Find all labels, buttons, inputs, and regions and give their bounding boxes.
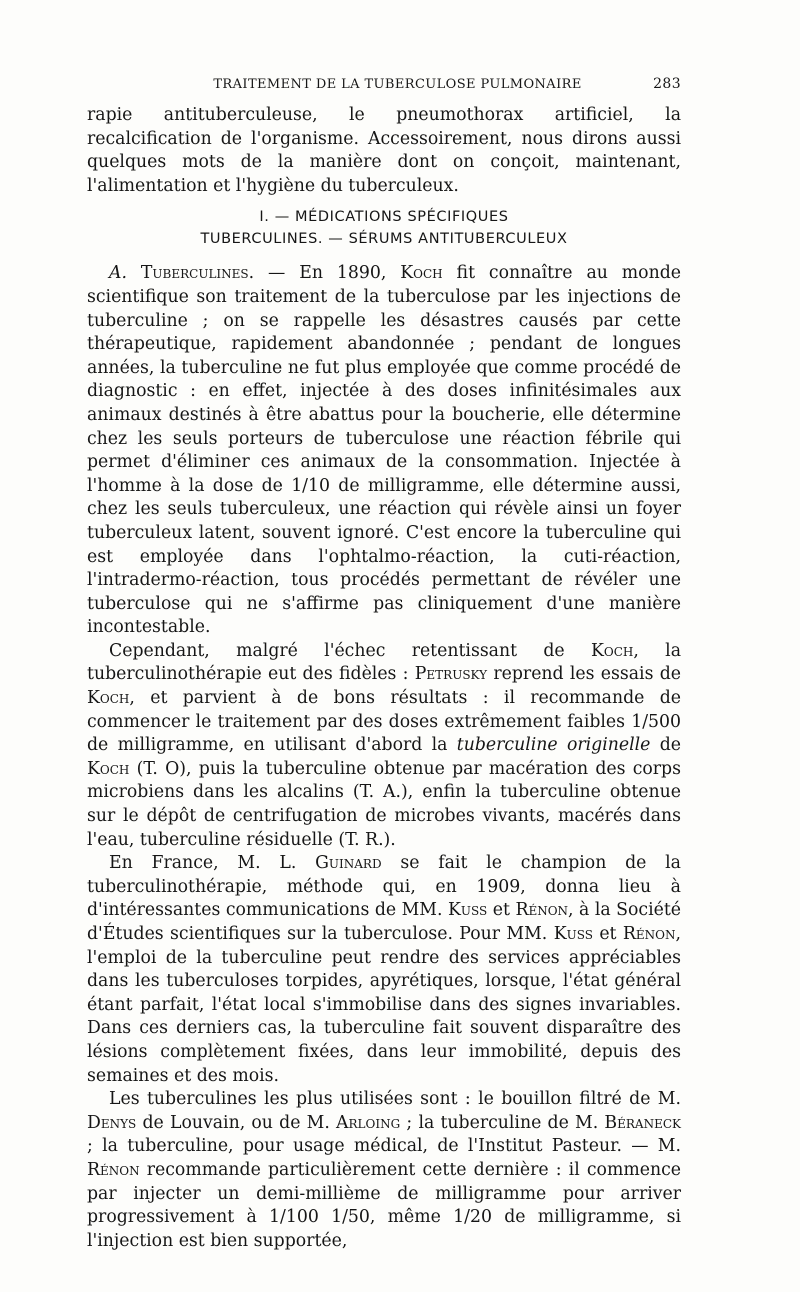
para-a-text-2: fit connaître au monde scientifique son traitement de la tuberculose par les injections de tuberculine ; on se rappelle les désastres causés par cette thérapeutique, rapidement abandonnée ; pendant de longues années, la tuberculine ne fut plus employée que comme procédé de diagnostic : en effet, injectée à des doses infinitésimales aux animaux destinés à être abattus pour la boucherie, elle détermine chez les seuls porteurs de tuberculose une réaction fébrile qui permet d'éliminer ces animaux de la consommation. Injectée à l'homme à la dose de 1/10 de milligramme, elle détermine aussi, chez les seuls tuberculeux, une réaction qui révèle ainsi un foyer tuberculeux latent, souvent ignoré. C'est encore la tuberculine qui est employée dans l'ophtalmo-réaction, la cuti-réaction, l'intradermo-réaction, tous procédés permettant de révéler une tuberculose qui ne s'affirme pas cliniquement d'une manière incontestable. — [87, 263, 681, 638]
para-b-text-5: de — [650, 735, 681, 756]
author-renon: Rénon — [515, 900, 569, 921]
page-number: 283 — [653, 76, 681, 92]
author-kuss: Kuss — [448, 900, 488, 921]
author-beraneck: Béraneck — [604, 1112, 681, 1133]
running-head-title: TRAITEMENT DE LA TUBERCULOSE PULMONAIRE — [213, 77, 582, 92]
running-head — [87, 76, 681, 92]
para-c-text-5: et — [592, 924, 623, 944]
para-c-text-2: se fait le champion de la tuberculinothérapie, méthode qui, en 1909, donna lieu à d'intéressantes communications de MM. — [87, 853, 681, 921]
para-c-text-6: , l'emploi de la tuberculine peut rendre des services appréciables dans les tuberculoses torpides, apyrétiques, lorsque, l'état général étant parfait, l'état local s'immobilise dans des signes invariables. Dans ces derniers cas, la tuberculine fait souvent disparaître des lésions complètement fixées, dans leur immobilité, depuis des semaines et des mois. — [87, 924, 681, 1086]
author-renon: Rénon — [622, 924, 676, 944]
body-text — [87, 104, 681, 1253]
para-c-text-3: et — [487, 900, 516, 921]
italic-term: tuberculine originelle — [456, 735, 651, 756]
paragraph-tuberculines-used — [87, 1088, 681, 1253]
para-d-text-1: Les tuberculines les plus utilisées sont : le bouillon filtré de M. — [109, 1089, 681, 1110]
intro-text: rapie antituberculeuse, le pneumothorax artificiel, la recalcification de l'organisme. Accessoirement, nous dirons aussi quelques mots de la manière dont on conçoit, maintenant, l'alimentation et l'hygiène du tuberculeux. — [87, 105, 681, 196]
section-heading-2: TUBERCULINES. — SÉRUMS ANTITUBERCULEUX — [200, 231, 568, 248]
author-arloing: Arloing — [336, 1112, 401, 1133]
paragraph-petrusky — [87, 640, 681, 852]
paragraph-tuberculines — [87, 262, 681, 640]
para-d-text-2: de Louvain, ou de M. — [136, 1112, 337, 1133]
author-guinard: Guinard — [315, 853, 382, 874]
para-a-label: A. — [109, 263, 127, 284]
para-b-text-2: , la tuberculinothérapie eut des fidèles : — [87, 640, 681, 685]
author-renon: Rénon — [87, 1159, 140, 1180]
author-petrusky: Petrusky — [414, 664, 488, 685]
para-b-text-4: , et parvient à de bons résultats : il recommande de commencer le traitement par des doses extrêmement faibles 1/500 de milligramme, en utilisant d'abord la — [87, 688, 681, 756]
para-d-text-4: ; la tuberculine, pour usage médical, de l'Institut Pasteur. — M. — [87, 1136, 681, 1157]
para-d-text-5: recommande particulièrement cette dernière : il commence par injecter un demi-millième de milligramme pour arriver progressivement à 1/100 1/50, même 1/20 de milligramme, si l'injection est bien supportée, — [87, 1159, 681, 1251]
para-c-text-4: , à la Société d'Études scientifiques sur la tuberculose. Pour MM. — [87, 900, 682, 944]
author-kuss: Kuss — [553, 924, 593, 944]
para-c-text-1: En France, M. L. — [109, 853, 316, 874]
author-koch: Koch — [400, 263, 443, 284]
author-koch: Koch — [87, 758, 130, 779]
para-b-text-3: reprend les essais de — [487, 664, 681, 685]
paragraph-guinard — [87, 852, 681, 1088]
para-b-text-1: Cependant, malgré l'échec retentissant de — [109, 640, 591, 661]
para-b-text-6: (T. O), puis la tuberculine obtenue par macération des corps microbiens dans les alcalins (T. A.), enfin la tuberculine obtenue sur le dépôt de centrifugation de microbes vivants, macérés dans l'eau, tuberculine résiduelle (T. R.). — [87, 758, 681, 850]
para-d-text-3: ; la tuberculine de M. — [400, 1112, 605, 1133]
author-denys: Denys — [87, 1112, 137, 1133]
author-koch: Koch — [590, 640, 634, 661]
para-a-subtitle: Tuberculines. — [140, 263, 255, 284]
intro-paragraph — [87, 104, 681, 198]
para-a-text-1: — En 1890, — [254, 263, 401, 284]
section-heading-1: I. — MÉDICATIONS SPÉCIFIQUES — [259, 209, 509, 226]
author-koch: Koch — [87, 688, 130, 709]
